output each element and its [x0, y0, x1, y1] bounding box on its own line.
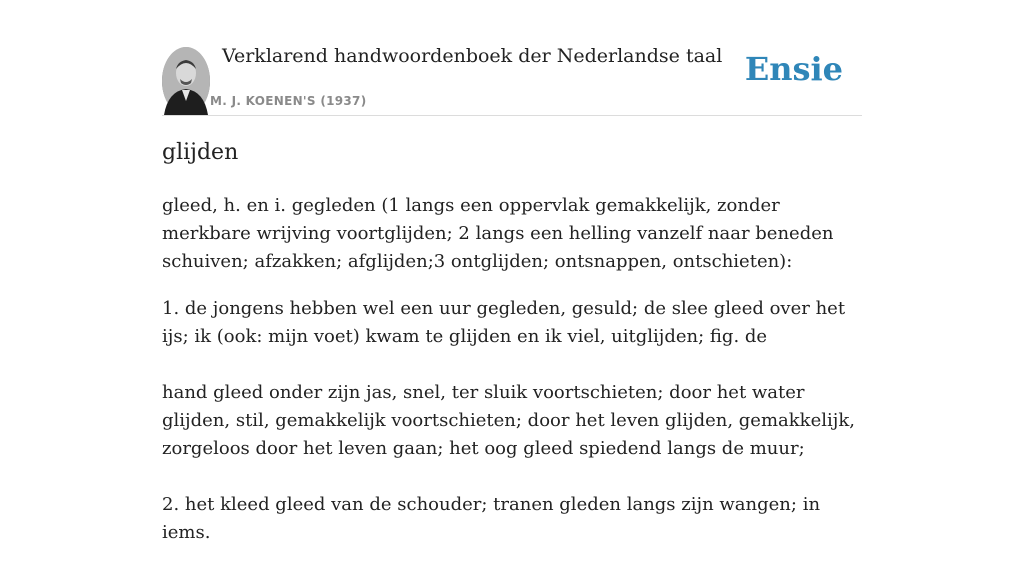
author-portrait	[162, 47, 210, 115]
definition-paragraph: gleed, h. en i. gegleden (1 langs een oppervlak gemakkelijk, zonder merkbare wrijving voortglijden; 2 langs een helling vanzelf naar beneden schuiven; afzakken; afglijden;3 ontglijden; ontsnappen, ontschieten):	[162, 195, 834, 272]
book-author: M. J. KOENEN'S (1937)	[210, 94, 367, 108]
definition-paragraph: 2. het kleed gleed van de schouder; tranen gleden langs zijn wangen; in iems.	[162, 494, 821, 543]
book-title: Verklarend handwoordenboek der Nederlandse taal	[222, 45, 723, 67]
definition-paragraph: hand gleed onder zijn jas, snel, ter sluik voortschieten; door het water glijden, stil, gemakkelijk voortschieten; door het leven glijden, gemakkelijk, zorgeloos door het leven gaan; het oog gleed spiedend langs de muur;	[162, 382, 855, 459]
page-title: glijden	[162, 140, 239, 165]
book-header	[162, 0, 862, 116]
definition-paragraph: 1. de jongens hebben wel een uur gegleden, gesuld; de slee gleed over het ijs; ik (ook: mijn voet) kwam te glijden en ik viel, uitglijden; fig. de	[162, 298, 846, 347]
entry-definition	[162, 192, 862, 566]
ensie-logo[interactable]: Ensie	[744, 50, 843, 88]
